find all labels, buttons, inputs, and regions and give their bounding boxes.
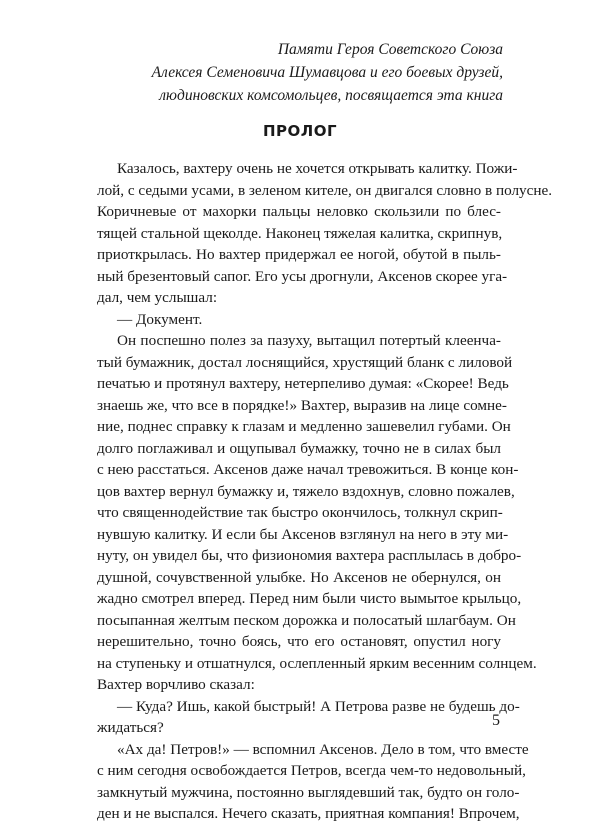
text-line: с ним сегодня освобождается Петров, всегда чем-то недовольный,	[97, 762, 526, 779]
text-line: нерешительно, точно боясь, что его остановят, опустил ногу	[97, 633, 501, 650]
dedication-line: Алексея Семеновича Шумавцова и его боевых друзей,	[151, 64, 503, 81]
text-line: нуту, он увидел бы, что физиономия вахтера расплылась в добро-	[97, 547, 522, 564]
text-line: лой, с седыми усами, в зеленом кителе, он двигался словно в полусне.	[97, 181, 553, 199]
chapter-title: ПРОЛОГ	[262, 122, 338, 140]
body-text	[97, 158, 553, 825]
text-line: тящей стальной щеколде. Наконец тяжелая калитка, скрипнув,	[97, 224, 503, 242]
text-line: — Документ.	[117, 310, 203, 328]
text-line: долго поглаживал и ощупывал бумажку, точно не в силах был	[97, 439, 501, 457]
text-line: ние, поднес справку к глазам и медленно зашевелил губами. Он	[97, 418, 511, 435]
text-line: дал, чем услышал:	[97, 289, 218, 306]
text-line: посыпанная желтым песком дорожка и полосатый шлагбаум. Он	[97, 611, 516, 629]
text-line: «Ах да! Петров!» — вспомнил Аксенов. Дело в том, что вместе	[117, 740, 529, 758]
text-line: Казалось, вахтеру очень не хочется открывать калитку. Пожи-	[117, 160, 518, 177]
text-line: печатью и протянул вахтеру, нетерпеливо думая: «Скорее! Ведь	[97, 375, 509, 392]
text-line: ный брезентовый сапог. Его усы дрогнули, Аксенов скорее уга-	[97, 267, 508, 285]
text-line: цов вахтер вернул бумажку и, тяжело вздохнув, словно пожалев,	[97, 482, 515, 500]
text-line: замкнутый мужчина, постоянно выглядевший так, будто он голо-	[97, 783, 520, 801]
text-line: Он поспешно полез за пазуху, вытащил потертый клеенча-	[117, 332, 501, 349]
text-line: жадно смотрел вперед. Перед ним были чисто вымытое крыльцо,	[97, 590, 522, 607]
dedication-line: Памяти Героя Советского Союза	[277, 41, 503, 58]
text-line: Коричневые от махорки пальцы неловко скользили по блес-	[97, 203, 501, 220]
text-line: с нею расстаться. Аксенов даже начал тревожиться. В конце кон-	[97, 461, 519, 478]
text-line: — Куда? Ишь, какой быстрый! А Петрова разве не будешь до-	[117, 697, 520, 715]
text-line: нувшую калитку. И если бы Аксенов взглянул на него в эту ми-	[97, 525, 509, 543]
text-line: Вахтер ворчливо сказал:	[97, 676, 255, 693]
text-line: жидаться?	[97, 719, 164, 736]
text-line: на ступеньку и отшатнулся, ослепленный ярким весенним солнцем.	[97, 654, 537, 672]
dedication	[83, 38, 503, 107]
text-line: что священнодействие так быстро окончилось, толкнул скрип-	[97, 504, 503, 521]
text-line: тый бумажник, достал лоснящийся, хрустящий бланк с лиловой	[97, 353, 513, 371]
dedication-line: людиновских комсомольцев, посвящается эта книга	[159, 87, 503, 104]
text-line: душной, сочувственной улыбке. Но Аксенов не обернулся, он	[97, 568, 501, 586]
text-line: знаешь же, что все в порядке!» Вахтер, выразив на лице сомне-	[97, 396, 507, 414]
text-line: приоткрылась. Но вахтер придержал ее ногой, обутой в пыль-	[97, 246, 501, 263]
text-line: ден и не выспался. Нечего сказать, приятная компания! Впрочем,	[97, 805, 520, 822]
page-number: 5	[492, 712, 500, 729]
